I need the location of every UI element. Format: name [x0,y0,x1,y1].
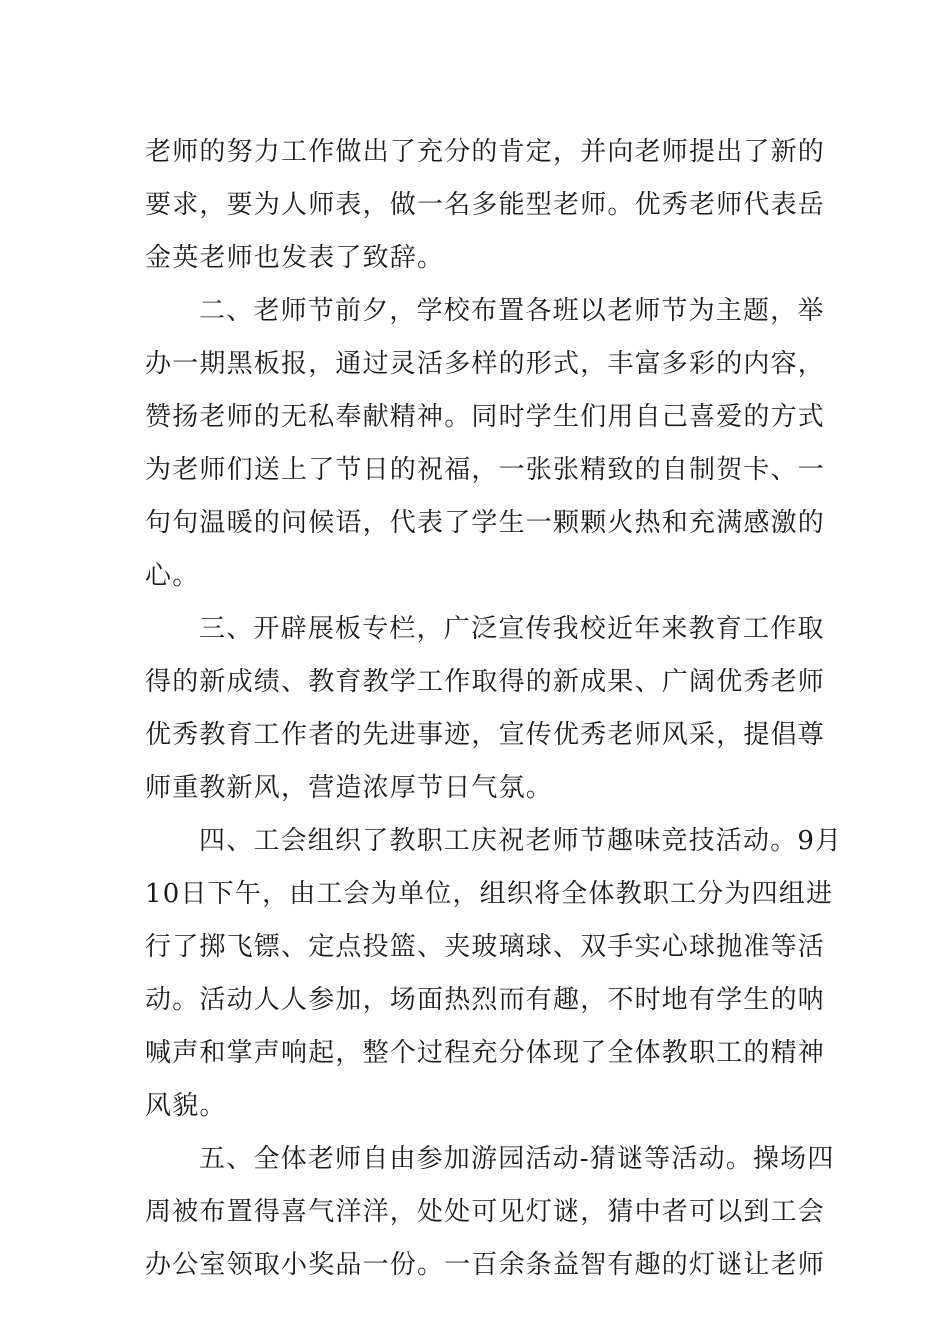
text-line: 老师的努力工作做出了充分的肯定，并向老师提出了新的 [145,137,826,167]
paragraph-5 [145,1133,835,1292]
paragraph-4 [145,815,843,1133]
text-line: 行了掷飞镖、定点投篮、夹玻璃球、双手实心球抛准等活 [145,932,826,962]
text-line: 优秀教育工作者的先进事迹，宣传优秀老师风采，提倡尊 [145,720,826,750]
text-line: 喊声和掌声响起，整个过程充分体现了全体教职工的精神 [145,1038,826,1068]
text-line: 金英老师也发表了致辞。 [145,243,445,273]
text-line: 五、全体老师自由参加游园活动-猜谜等活动。操场四 [199,1144,835,1174]
paragraph-3 [145,603,826,815]
text-line: 办公室领取小奖品一份。一百余条益智有趣的灯谜让老师 [145,1250,826,1280]
text-line: 二、老师节前夕，学校布置各班以老师节为主题，举 [199,296,825,326]
text-line: 风貌。 [145,1091,227,1121]
text-line: 赞扬老师的无私奉献精神。同时学生们用自己喜爱的方式 [145,402,826,432]
text-line: 心。 [145,561,200,591]
text-line: 办一期黑板报，通过灵活多样的形式，丰富多彩的内容， [145,349,826,379]
text-line: 动。活动人人参加，场面热烈而有趣，不时地有学生的呐 [145,985,826,1015]
text-line: 得的新成绩、教育教学工作取得的新成果、广阔优秀老师 [145,667,826,697]
text-line: 10日下午，由工会为单位，组织将全体教职工分为四组进 [145,879,834,909]
paragraph-2 [145,285,826,603]
text-line: 为老师们送上了节日的祝福，一张张精致的自制贺卡、一 [145,455,826,485]
paragraph-1 [145,126,826,285]
text-line: 四、工会组织了教职工庆祝老师节趣味竞技活动。9月 [199,826,843,856]
document-body [145,126,843,1292]
text-line: 周被布置得喜气洋洋，处处可见灯谜，猜中者可以到工会 [145,1197,826,1227]
text-line: 三、开辟展板专栏，广泛宣传我校近年来教育工作取 [199,614,825,644]
text-line: 句句温暖的问候语，代表了学生一颗颗火热和充满感激的 [145,508,826,538]
text-line: 师重教新风，营造浓厚节日气氛。 [145,773,554,803]
text-line: 要求，要为人师表，做一名多能型老师。优秀老师代表岳 [145,190,826,220]
